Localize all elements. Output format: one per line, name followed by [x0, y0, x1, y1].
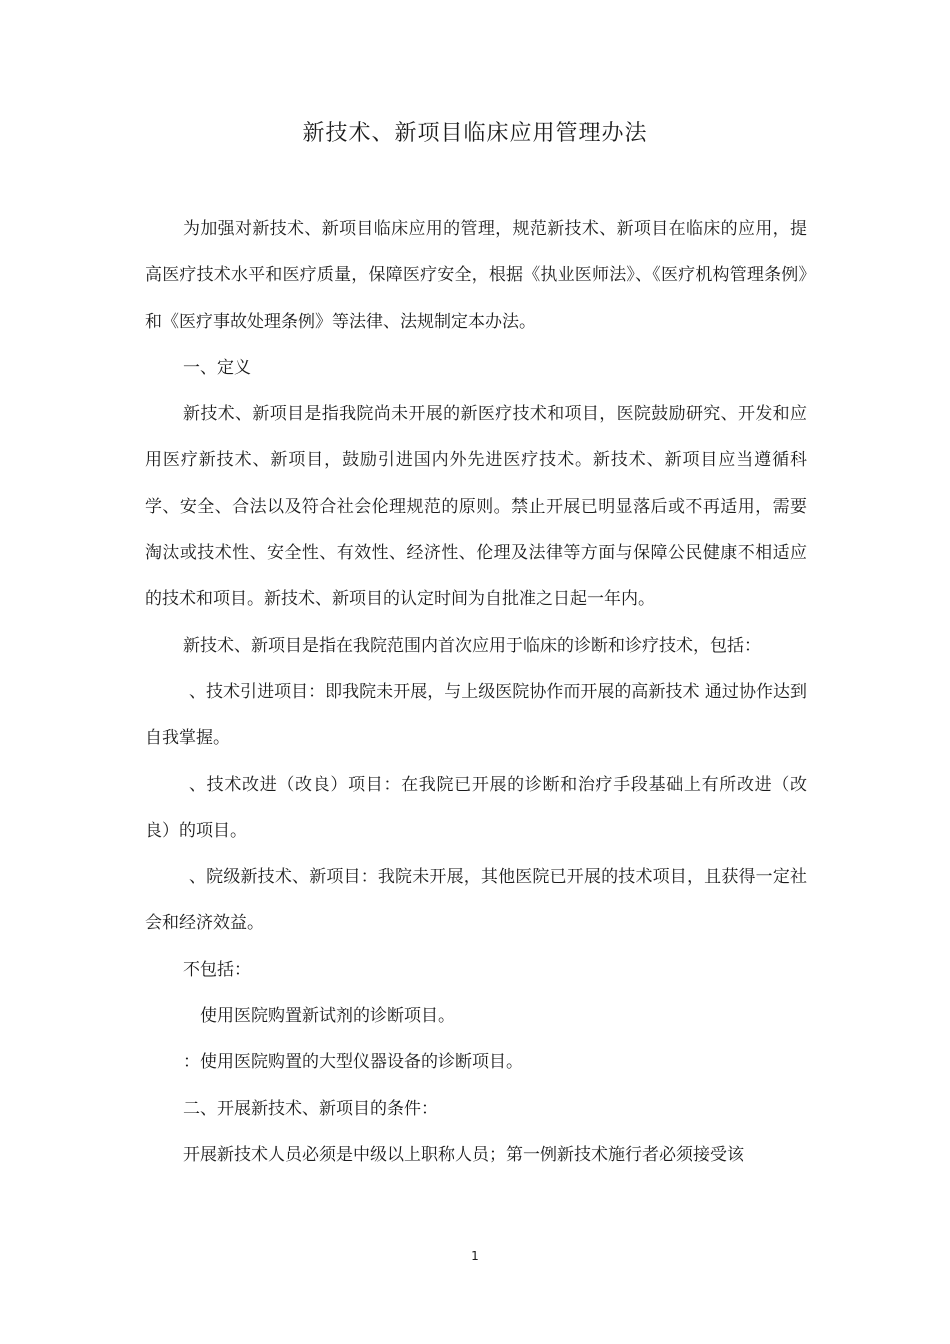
section-heading-conditions: 二、开展新技术、新项目的条件： — [183, 1098, 438, 1119]
list-item-exclusion-equipment: ：使用医院购置的大型仪器设备的诊断项目。 — [183, 1052, 523, 1073]
paragraph-conditions: 开展新技术人员必须是中级以上职称人员；第一例新技术施行者必须接受该 — [183, 1144, 744, 1165]
paragraph-definition: 新技术、新项目是指我院尚未开展的新医疗技术和项目，医院鼓励研究、开发和应用医疗新技术、新项目，鼓励引进国内外先进医疗技术。新技术、新项目应当遵循科学、安全、合法以及符合社会伦理规范的原则。禁止开展已明显落后或不再适用，需要淘汰或技术性、安全性、有效性、经济性、伦理及法律等方面与保障公民健康不相适应的技术和项目。新技术、新项目的认定时间为自批准之日起一年内。 — [145, 404, 807, 610]
list-item-hospital-level: 、院级新技术、新项目：我院未开展，其他医院已开展的技术项目，且获得一定社会和经济效益。 — [145, 867, 807, 934]
section-heading-definition: 一、定义 — [183, 357, 251, 378]
document-body — [145, 206, 807, 1178]
page-number: 1 — [471, 1249, 479, 1263]
list-item-exclusion-reagents: 使用医院购置新试剂的诊断项目。 — [200, 1006, 455, 1027]
list-item-technology-import: 、技术引进项目：即我院未开展，与上级医院协作而开展的高新技术 通过协作达到自我掌握。 — [145, 681, 807, 749]
document-title: 新技术、新项目临床应用管理办法 — [302, 121, 648, 146]
paragraph-scope: 新技术、新项目是指在我院范围内首次应用于临床的诊断和诊疗技术，包括： — [183, 635, 761, 656]
list-item-technology-improvement: 、技术改进（改良）项目：在我院已开展的诊断和治疗手段基础上有所改进（改良）的项目。 — [145, 774, 807, 841]
paragraph-intro: 为加强对新技术、新项目临床应用的管理，规范新技术、新项目在临床的应用，提高医疗技术水平和医疗质量，保障医疗安全，根据《执业医师法》、《医疗机构管理条例》和《医疗事故处理条例》等法律、法规制定本办法。 — [145, 219, 807, 332]
paragraph-exclusions: 不包括： — [183, 959, 251, 980]
